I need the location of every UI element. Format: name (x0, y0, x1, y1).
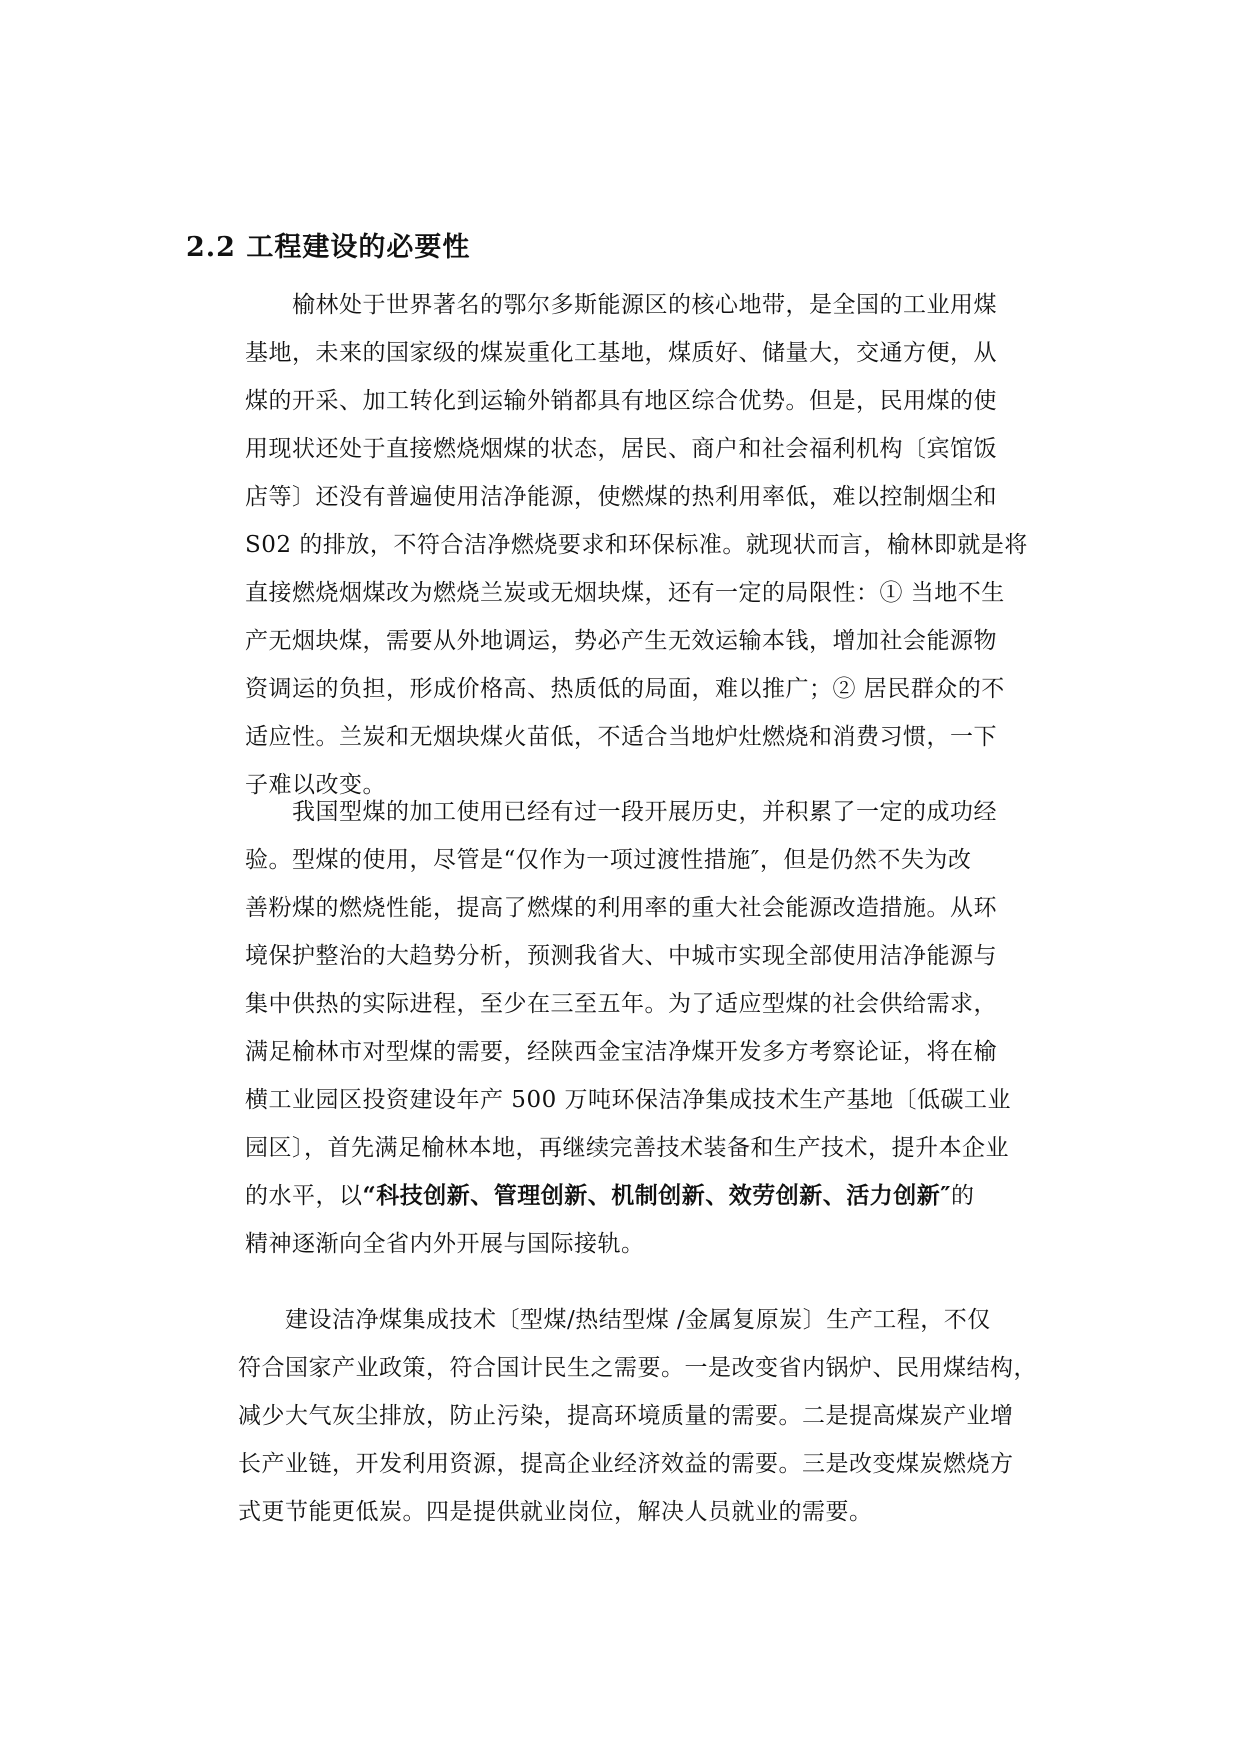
paragraph-line: 横工业园区投资建设年产 500 万吨环保洁净集成技术生产基地〔低碳工业 (245, 1087, 1012, 1113)
paragraph-line: 用现状还处于直接燃烧烟煤的状态，居民、商户和社会福利机构〔宾馆饭 (245, 436, 997, 462)
paragraph-line: 直接燃烧烟煤改为燃烧兰炭或无烟块煤，还有一定的局限性：① 当地不生 (245, 580, 1005, 606)
paragraph-line: S02 的排放，不符合洁净燃烧要求和环保标准。就现状而言，榆林即就是将 (245, 532, 1028, 558)
paragraph-line: 式更节能更低炭。四是提供就业岗位，解决人员就业的需要。 (238, 1499, 873, 1525)
paragraph-line: 煤的开采、加工转化到运输外销都具有地区综合优势。但是，民用煤的使 (245, 388, 997, 414)
paragraph-line: 园区〕，首先满足榆林本地，再继续完善技术装备和生产技术，提升本企业 (245, 1135, 1009, 1161)
paragraph-line: 店等〕还没有普遍使用洁净能源，使燃煤的热利用率低，难以控制烟尘和 (245, 484, 997, 510)
paragraph-line: 长产业链，开发利用资源，提高企业经济效益的需要。三是改变煤炭燃烧方 (238, 1451, 1014, 1477)
paragraph-2 (245, 788, 1011, 1268)
paragraph-line: 减少大气灰尘排放，防止污染，提高环境质量的需要。二是提高煤炭产业增 (238, 1403, 1014, 1429)
line-text: 的 (951, 1183, 975, 1209)
paragraph-line: 适应性。兰炭和无烟块煤火苗低，不适合当地炉灶燃烧和消费习惯，一下 (245, 724, 997, 750)
paragraph-1 (245, 281, 1028, 809)
paragraph-line: 基地，未来的国家级的煤炭重化工基地，煤质好、储量大，交通方便，从 (245, 340, 997, 366)
paragraph-line: 满足榆林市对型煤的需要，经陕西金宝洁净煤开发多方考察论证，将在榆 (245, 1039, 997, 1065)
paragraph-3 (238, 1296, 1037, 1536)
paragraph-line: 我国型煤的加工使用已经有过一段开展历史，并积累了一定的成功经 (245, 799, 997, 825)
paragraph-line: 精神逐渐向全省内外开展与国际接轨。 (245, 1231, 645, 1257)
paragraph-line-mixed (245, 1172, 1011, 1220)
paragraph-line: 善粉煤的燃烧性能，提高了燃煤的利用率的重大社会能源改造措施。从环 (245, 895, 997, 921)
paragraph-line: 产无烟块煤，需要从外地调运，势必产生无效运输本钱，增加社会能源物 (245, 628, 997, 654)
paragraph-line: 建设洁净煤集成技术〔型煤/热结型煤 /金属复原炭〕生产工程，不仅 (238, 1307, 991, 1333)
paragraph-line: 资调运的负担，形成价格高、热质低的局面，难以推广；② 居民群众的不 (245, 676, 1005, 702)
line-text: 的水平，以 (245, 1183, 363, 1209)
paragraph-line: 符合国家产业政策，符合国计民生之需要。一是改变省内锅炉、民用煤结构， (238, 1355, 1037, 1381)
section-heading: 2.2 工程建设的必要性 (186, 232, 471, 263)
paragraph-line: 验。型煤的使用，尽管是“仅作为一项过渡性措施″，但是仍然不失为改 (245, 847, 972, 873)
paragraph-line: 集中供热的实际进程，至少在三至五年。为了适应型煤的社会供给需求， (245, 991, 997, 1017)
bold-slogan: “科技创新、管理创新、机制创新、效劳创新、活力创新″ (362, 1182, 952, 1209)
paragraph-line: 境保护整治的大趋势分析，预测我省大、中城市实现全部使用洁净能源与 (245, 943, 997, 969)
paragraph-line: 子难以改变。 (245, 772, 386, 798)
paragraph-line: 榆林处于世界著名的鄂尔多斯能源区的核心地带，是全国的工业用煤 (245, 292, 997, 318)
